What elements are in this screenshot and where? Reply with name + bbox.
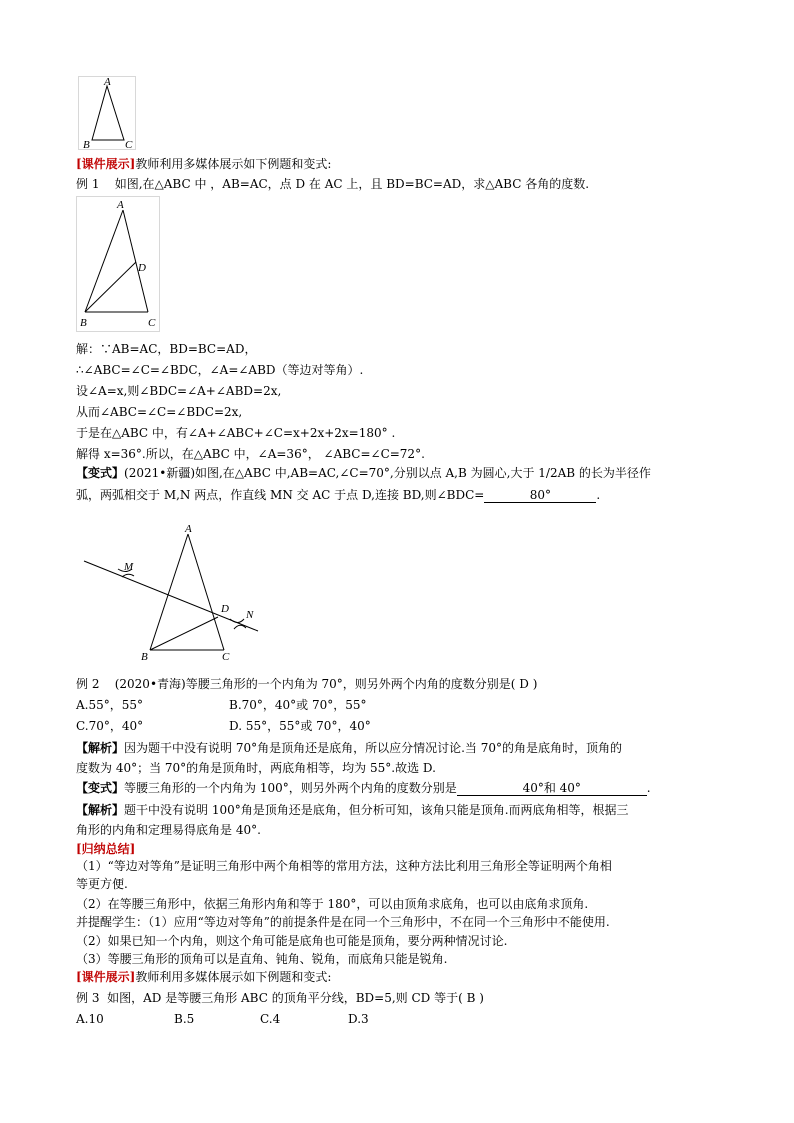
summary-line-5: （2）如果已知一个内角，则这个角可能是底角也可能是顶角，要分两种情况讨论. [76, 934, 508, 948]
analysis-text: 因为题干中没有说明 70°角是顶角还是底角，所以应分情况讨论.当 70°的角是底角时，顶角的 [124, 741, 623, 755]
answer-blank: 40°和 40° [457, 781, 647, 796]
example-prefix: 例 1 [76, 177, 100, 191]
section-heading-1 [76, 156, 331, 172]
summary-line-1: （1）“等边对等角”是证明三角形中两个角相等的常用方法，这种方法比利用三角形全等证明两个角相 [76, 859, 612, 873]
example-2 [76, 676, 537, 692]
variant-1-line-2 [76, 487, 600, 503]
label-c: C [222, 651, 230, 663]
label-c: C [125, 139, 133, 150]
section-heading-2 [76, 969, 331, 985]
example-text: (2020•青海)等腰三角形的一个内角为 70°，则另外两个内角的度数分别是( D ) [114, 677, 538, 691]
analysis-tag: 【解析】 [76, 741, 125, 755]
solution-line-5: 于是在△ABC 中，有∠A+∠ABC+∠C=x+2x+2x=180° . [76, 426, 396, 440]
summary-line-6: （3）等腰三角形的顶角可以是直角、钝角、锐角，而底角只能是锐角. [76, 952, 448, 966]
variant-tag: 【变式】 [76, 466, 125, 480]
example-prefix: 例 3 [76, 991, 100, 1005]
example-text: 如图，AD 是等腰三角形 ABC 的顶角平分线，BD=5,则 CD 等于( B ) [107, 991, 484, 1005]
label-d: D [138, 262, 146, 274]
example-3 [76, 990, 484, 1006]
solution-line-1: 解：∵AB=AC，BD=BC=AD， [76, 342, 257, 356]
example-text: 如图,在△ABC 中 ，AB=AC，点 D 在 AC 上，且 BD=BC=AD，求△ABC 各角的度数. [114, 177, 590, 191]
section-tag: [课件展示] [76, 157, 136, 171]
variant-1-line-1 [76, 465, 651, 481]
triangle-figure-top [78, 76, 136, 150]
label-b: B [80, 317, 87, 329]
option-d: D. 55°，55°或 70°，40° [229, 719, 371, 733]
summary-line-4: 并提醒学生：（1）应用“等边对等角”的前提条件是在同一个三角形中，不在同一个三角形中不能使用. [76, 915, 610, 929]
analysis-tag: 【解析】 [76, 803, 125, 817]
analysis-1-line-1 [76, 740, 622, 756]
solution-line-6: 解得 x=36°.所以，在△ABC 中，∠A=36°， ∠ABC=∠C=72°. [76, 447, 425, 461]
label-c: C [148, 317, 156, 329]
section-tag: [课件展示] [76, 970, 136, 984]
analysis-2-line-1 [76, 802, 629, 818]
label-b: B [141, 651, 148, 663]
label-n: N [246, 609, 254, 621]
option-d: D.3 [348, 1012, 369, 1026]
option-b: B.5 [174, 1012, 195, 1026]
option-b: B.70°，40°或 70°，55° [229, 698, 367, 712]
label-b: B [83, 139, 90, 150]
summary-line-2: 等更方便. [76, 877, 128, 891]
summary-heading: [归纳总结] [76, 842, 136, 856]
label-a: A [117, 199, 124, 211]
option-c: C.70°，40° [76, 719, 144, 733]
label-a: A [185, 523, 192, 535]
variant-2 [76, 780, 651, 796]
analysis-2-line-2: 角形的内角和定理易得底角是 40°. [76, 823, 261, 837]
solution-line-4: 从而∠ABC=∠C=∠BDC=2x, [76, 405, 243, 419]
solution-line-3: 设∠A=x,则∠BDC=∠A+∠ABD=2x, [76, 384, 282, 398]
label-a: A [104, 76, 111, 88]
option-c: C.4 [260, 1012, 281, 1026]
summary-line-3: （2）在等腰三角形中，依据三角形内角和等于 180°，可以由顶角求底角，也可以由底角求顶角. [76, 897, 589, 911]
answer-blank: 80° [484, 488, 596, 503]
option-a: A.55°，55° [76, 698, 144, 712]
analysis-1-line-2: 度数为 40°；当 70°的角是顶角时，两底角相等，均为 55°.故选 D. [76, 761, 436, 775]
variant-tag: 【变式】 [76, 781, 125, 795]
example-prefix: 例 2 [76, 677, 100, 691]
analysis-text: 题干中没有说明 100°角是顶角还是底角，但分析可知，该角只能是顶角.而两底角相等，根据三 [124, 803, 629, 817]
label-d: D [221, 603, 229, 615]
variant-text: 等腰三角形的一个内角为 100°，则另外两个内角的度数分别是 [124, 781, 457, 795]
solution-line-2: ∴∠ABC=∠C=∠BDC，∠A=∠ABD（等边对等角）. [76, 363, 364, 377]
example-1 [76, 176, 589, 192]
period: . [646, 781, 651, 795]
option-a: A.10 [76, 1012, 104, 1026]
variant-text: (2021•新疆)如图,在△ABC 中,AB=AC,∠C=70°,分别以点 A,B 为圆心,大于 1/2AB 的长为半径作 [124, 466, 651, 480]
section-text: 教师利用多媒体展示如下例题和变式: [135, 157, 332, 171]
period: . [596, 488, 601, 502]
construction-figure-variant1 [78, 518, 268, 664]
variant-text-2: 弧，两弧相交于 M,N 两点，作直线 MN 交 AC 于点 D,连接 BD,则∠BDC= [76, 488, 485, 502]
section-text: 教师利用多媒体展示如下例题和变式: [135, 970, 332, 984]
triangle-figure-example1 [76, 196, 160, 332]
label-m: M [124, 561, 134, 573]
